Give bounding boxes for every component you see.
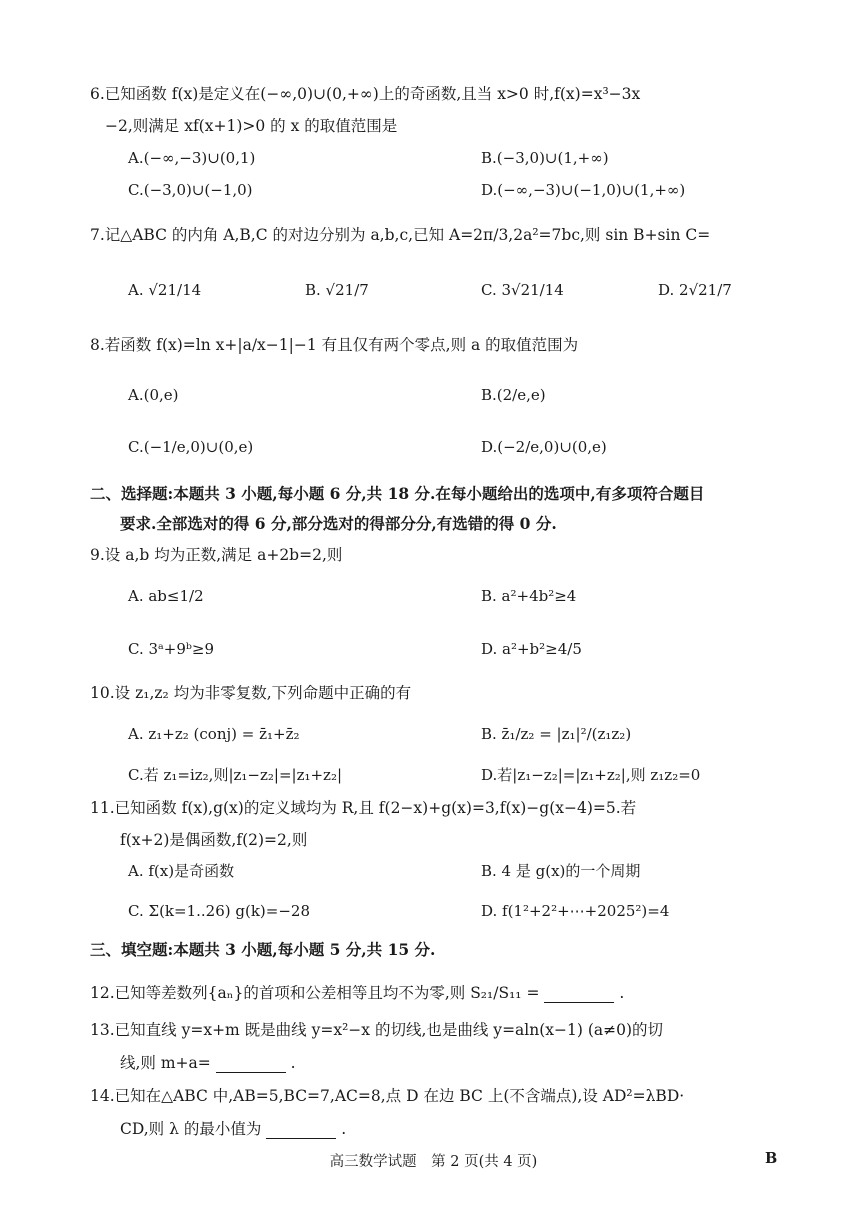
section-2-heading-line2: 要求.全部选对的得 6 分,部分选对的得部分分,有选错的得 0 分. — [120, 514, 557, 533]
q7-option-c: C. 3√21/14 — [481, 281, 564, 299]
q10-option-d: D.若|z₁−z₂|=|z₁+z₂|,则 z₁z₂=0 — [481, 766, 701, 784]
page-footer: 高三数学试题 第 2 页(共 4 页) — [329, 1154, 538, 1170]
q13-line1: 13.已知直线 y=x+m 既是曲线 y=x²−x 的切线,也是曲线 y=aln(x−1) (a≠0)的切 — [90, 1021, 664, 1039]
q9-option-d: D. a²+b²≥4/5 — [481, 640, 582, 658]
q13-text: 线,则 m+a= — [120, 1054, 211, 1072]
q10-option-b: B. z̄₁/z₂ = |z₁|²/(z₁z₂) — [481, 725, 632, 743]
q14-line2 — [120, 1119, 800, 1139]
q8-line1: 8.若函数 f(x)=ln x+|a/x−1|−1 有且仅有两个零点,则 a 的取值范围为 — [90, 336, 579, 354]
q11-option-b: B. 4 是 g(x)的一个周期 — [481, 862, 641, 880]
q9-option-a: A. ab≤1/2 — [128, 587, 204, 605]
q9-line1: 9.设 a,b 均为正数,满足 a+2b=2,则 — [90, 546, 343, 564]
q10-option-c: C.若 z₁=iz₂,则|z₁−z₂|=|z₁+z₂| — [128, 766, 343, 784]
q7-option-d: D. 2√21/7 — [658, 281, 732, 299]
q11-option-a: A. f(x)是奇函数 — [128, 862, 235, 880]
q11-option-c: C. Σ(k=1..26) g(k)=−28 — [128, 902, 310, 920]
q14-answer-blank[interactable] — [266, 1124, 336, 1139]
paper-version: B — [765, 1150, 778, 1167]
section-2-heading: 二、选择题:本题共 3 小题,每小题 6 分,共 18 分.在每小题给出的选项中,有多项符合题目 — [90, 484, 705, 503]
q6-line2: −2,则满足 xf(x+1)>0 的 x 的取值范围是 — [105, 117, 398, 135]
q11-line1: 11.已知函数 f(x),g(x)的定义域均为 R,且 f(2−x)+g(x)=3,f(x)−g(x−4)=5.若 — [90, 799, 637, 817]
q8-option-d: D.(−2/e,0)∪(0,e) — [481, 438, 607, 456]
q14-line1: 14.已知在△ABC 中,AB=5,BC=7,AC=8,点 D 在边 BC 上(不含端点),设 AD²=λBD· — [90, 1087, 685, 1105]
q7-option-b: B. √21/7 — [305, 281, 369, 299]
q13-line2 — [120, 1053, 800, 1073]
q9-option-c: C. 3ᵃ+9ᵇ≥9 — [128, 640, 215, 658]
q6-option-c: C.(−3,0)∪(−1,0) — [128, 181, 253, 199]
q13-answer-blank[interactable] — [216, 1058, 286, 1073]
q10-option-a: A. z₁+z₂ (conj) = z̄₁+z̄₂ — [128, 725, 300, 743]
q7-line1: 7.记△ABC 的内角 A,B,C 的对边分别为 a,b,c,已知 A=2π/3,2a²=7bc,则 sin B+sin C= — [90, 226, 711, 244]
q12-line1 — [90, 983, 780, 1003]
q12-answer-blank[interactable] — [544, 988, 614, 1003]
q10-line1: 10.设 z₁,z₂ 均为非零复数,下列命题中正确的有 — [90, 684, 412, 702]
q6-line1: 6.已知函数 f(x)是定义在(−∞,0)∪(0,+∞)上的奇函数,且当 x>0 时,f(x)=x³−3x — [90, 85, 641, 103]
q9-option-b: B. a²+4b²≥4 — [481, 587, 577, 605]
q6-option-b: B.(−3,0)∪(1,+∞) — [481, 149, 609, 167]
q11-option-d: D. f(1²+2²+⋯+2025²)=4 — [481, 902, 670, 920]
q8-option-c: C.(−1/e,0)∪(0,e) — [128, 438, 254, 456]
section-3-heading: 三、填空题:本题共 3 小题,每小题 5 分,共 15 分. — [90, 940, 436, 959]
q13-end: . — [290, 1054, 296, 1072]
q12-text: 12.已知等差数列{aₙ}的首项和公差相等且均不为零,则 — [90, 984, 466, 1002]
q11-line2: f(x+2)是偶函数,f(2)=2,则 — [120, 831, 308, 849]
q12-fraction: S₂₁/S₁₁ — [470, 984, 522, 1002]
q8-option-b: B.(2/e,e) — [481, 386, 546, 404]
q14-end: . — [341, 1120, 347, 1138]
q8-option-a: A.(0,e) — [128, 386, 179, 404]
q6-option-d: D.(−∞,−3)∪(−1,0)∪(1,+∞) — [481, 181, 686, 199]
q6-option-a: A.(−∞,−3)∪(0,1) — [128, 149, 256, 167]
q12-end: . — [619, 984, 625, 1002]
q12-equals: = — [526, 984, 540, 1002]
q14-text: CD,则 λ 的最小值为 — [120, 1120, 262, 1138]
q7-option-a: A. √21/14 — [128, 281, 202, 299]
